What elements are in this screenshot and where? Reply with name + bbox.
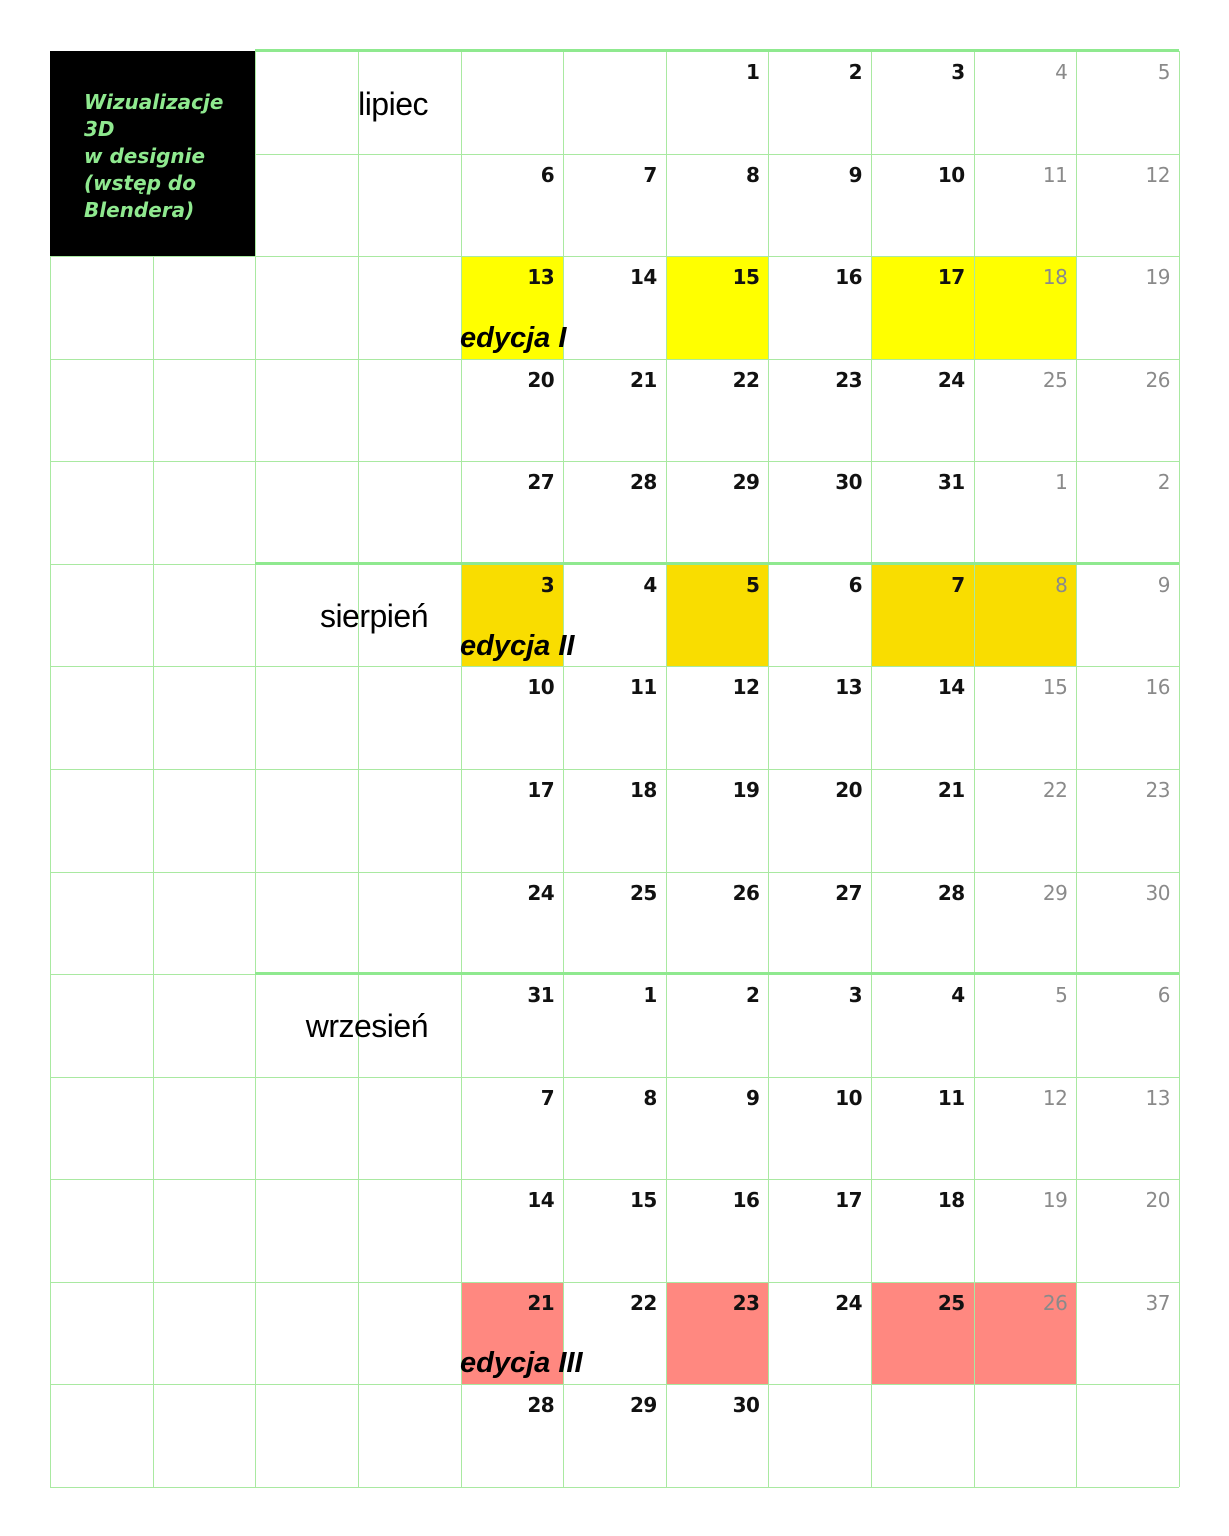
- month-divider: [255, 562, 1179, 565]
- day-number: 30: [1145, 880, 1170, 905]
- day-number: 1: [746, 60, 760, 84]
- day-number: 18: [1042, 265, 1068, 290]
- day-cell[interactable]: [974, 974, 1077, 1077]
- day-number: 21: [937, 778, 965, 802]
- day-number: 13: [835, 675, 863, 700]
- day-cell[interactable]: [974, 51, 1077, 154]
- day-cell[interactable]: [1076, 359, 1179, 462]
- day-cell[interactable]: [1076, 51, 1179, 154]
- day-number: 12: [1042, 1085, 1068, 1110]
- day-number: 4: [643, 572, 657, 597]
- day-number: 27: [835, 880, 863, 905]
- course-title-line: Blendera): [84, 198, 195, 222]
- day-number: 6: [1157, 983, 1170, 1008]
- day-cell[interactable]: [871, 1179, 974, 1282]
- day-number: 24: [527, 880, 555, 905]
- day-number: 17: [835, 1188, 863, 1213]
- day-cell[interactable]: [871, 1077, 974, 1180]
- day-cell[interactable]: [768, 564, 871, 667]
- day-cell[interactable]: [974, 154, 1077, 257]
- day-number: 30: [732, 1393, 760, 1418]
- day-cell[interactable]: [666, 666, 769, 769]
- day-number: 6: [540, 162, 555, 187]
- day-cell[interactable]: [563, 872, 666, 975]
- day-number: 15: [732, 265, 760, 290]
- day-number: 37: [1145, 1290, 1170, 1315]
- day-cell[interactable]: [1076, 1179, 1179, 1282]
- course-title-line: (wstęp do: [84, 171, 196, 195]
- day-number: 8: [1055, 572, 1068, 597]
- day-cell[interactable]: [563, 1077, 666, 1180]
- day-cell[interactable]: [563, 359, 666, 462]
- day-number: 26: [1042, 1290, 1068, 1315]
- day-cell[interactable]: [974, 1077, 1077, 1180]
- day-cell[interactable]: [666, 51, 769, 154]
- day-number: 28: [629, 470, 657, 495]
- day-cell[interactable]: [1076, 769, 1179, 872]
- day-cell[interactable]: [871, 974, 974, 1077]
- day-number: 30: [835, 470, 863, 495]
- day-cell[interactable]: [563, 666, 666, 769]
- day-number: 20: [1145, 1188, 1170, 1213]
- day-number: 25: [629, 880, 657, 905]
- day-number: 27: [527, 470, 555, 495]
- day-number: 23: [732, 1290, 760, 1315]
- day-cell[interactable]: [768, 974, 871, 1077]
- day-number: 12: [732, 675, 760, 700]
- day-cell[interactable]: [768, 461, 871, 564]
- day-number: 22: [1042, 778, 1068, 802]
- day-number: 29: [629, 1393, 657, 1418]
- grid-line-horizontal: [50, 1487, 1179, 1488]
- day-number: 19: [732, 778, 760, 802]
- day-number: 13: [527, 265, 555, 290]
- day-number: 20: [527, 367, 555, 392]
- day-cell[interactable]: [666, 154, 769, 257]
- edition-label-3: edycja III: [460, 1347, 583, 1379]
- day-cell[interactable]: [666, 256, 769, 359]
- day-number: 8: [746, 162, 760, 187]
- day-number: 21: [629, 367, 657, 392]
- day-number: 3: [951, 60, 965, 84]
- day-number: 29: [1042, 880, 1068, 905]
- day-cell[interactable]: [666, 359, 769, 462]
- course-title-line: 3D: [84, 117, 115, 141]
- day-number: 31: [937, 470, 965, 495]
- day-number: 7: [951, 572, 965, 597]
- course-title-line: Wizualizacje: [84, 90, 224, 114]
- day-cell[interactable]: [461, 1077, 564, 1180]
- day-cell[interactable]: [461, 154, 564, 257]
- day-number: 14: [629, 265, 657, 290]
- day-number: 18: [937, 1188, 965, 1213]
- day-cell[interactable]: [871, 769, 974, 872]
- day-cell[interactable]: [666, 1282, 769, 1385]
- calendar-grid: [50, 51, 1179, 1487]
- day-cell[interactable]: [974, 872, 1077, 975]
- day-number: 28: [527, 1393, 555, 1418]
- day-cell[interactable]: [666, 461, 769, 564]
- day-cell[interactable]: [666, 1077, 769, 1180]
- month-label-september: wrzesień: [305, 1008, 428, 1044]
- day-cell[interactable]: [768, 256, 871, 359]
- day-cell[interactable]: [768, 666, 871, 769]
- day-cell[interactable]: [461, 1179, 564, 1282]
- day-number: 23: [1145, 778, 1170, 802]
- day-cell[interactable]: [974, 461, 1077, 564]
- day-number: 7: [643, 162, 657, 187]
- day-number: 3: [848, 983, 863, 1008]
- course-title-line: w designie: [84, 144, 206, 168]
- day-cell[interactable]: [1076, 461, 1179, 564]
- day-number: 7: [540, 1085, 555, 1110]
- day-number: 10: [937, 162, 965, 187]
- day-cell[interactable]: [871, 1282, 974, 1385]
- course-title-box: [50, 51, 255, 256]
- day-cell[interactable]: [563, 769, 666, 872]
- day-cell[interactable]: [666, 564, 769, 667]
- month-divider: [255, 972, 1179, 975]
- day-cell[interactable]: [871, 872, 974, 975]
- day-number: 25: [937, 1290, 965, 1315]
- day-number: 2: [848, 60, 863, 84]
- day-cell[interactable]: [768, 1282, 871, 1385]
- day-cell[interactable]: [871, 256, 974, 359]
- day-cell[interactable]: [1076, 1077, 1179, 1180]
- day-cell[interactable]: [666, 1179, 769, 1282]
- day-cell[interactable]: [974, 769, 1077, 872]
- day-number: 11: [629, 675, 657, 700]
- day-number: 26: [1145, 367, 1170, 392]
- day-cell[interactable]: [563, 461, 666, 564]
- day-number: 25: [1042, 367, 1068, 392]
- day-number: 23: [835, 367, 863, 392]
- day-cell[interactable]: [768, 872, 871, 975]
- day-number: 2: [1157, 470, 1170, 495]
- day-number: 18: [629, 778, 657, 802]
- day-cell[interactable]: [461, 461, 564, 564]
- month-label-august: sierpień: [319, 598, 428, 634]
- day-number: 5: [746, 572, 760, 597]
- day-cell[interactable]: [768, 51, 871, 154]
- day-cell[interactable]: [768, 154, 871, 257]
- day-cell[interactable]: [461, 769, 564, 872]
- day-cell[interactable]: [1076, 872, 1179, 975]
- day-number: 17: [527, 778, 555, 802]
- day-cell[interactable]: [461, 872, 564, 975]
- day-cell[interactable]: [871, 666, 974, 769]
- day-cell[interactable]: [461, 1384, 564, 1487]
- day-number: 3: [540, 572, 555, 597]
- day-number: 10: [835, 1085, 863, 1110]
- day-number: 9: [746, 1085, 760, 1110]
- day-number: 24: [835, 1290, 863, 1315]
- day-number: 26: [732, 880, 760, 905]
- day-cell[interactable]: [768, 769, 871, 872]
- day-number: 16: [732, 1188, 760, 1213]
- day-cell[interactable]: [768, 1077, 871, 1180]
- day-cell[interactable]: [666, 974, 769, 1077]
- day-cell[interactable]: [974, 564, 1077, 667]
- day-cell[interactable]: [1076, 1282, 1179, 1385]
- day-number: 28: [937, 880, 965, 905]
- day-number: 13: [1145, 1085, 1170, 1110]
- day-cell[interactable]: [871, 461, 974, 564]
- day-cell[interactable]: [563, 1179, 666, 1282]
- day-cell[interactable]: [666, 769, 769, 872]
- grid-line-vertical: [1179, 51, 1180, 1487]
- day-number: 17: [937, 265, 965, 290]
- day-number: 2: [746, 983, 760, 1008]
- day-number: 4: [1055, 60, 1068, 84]
- day-number: 16: [835, 265, 863, 290]
- edition-label-1: edycja I: [460, 322, 567, 354]
- day-cell[interactable]: [768, 1179, 871, 1282]
- day-cell[interactable]: [1076, 154, 1179, 257]
- day-number: 8: [643, 1085, 657, 1110]
- day-number: 1: [643, 983, 657, 1008]
- day-cell[interactable]: [563, 256, 666, 359]
- day-number: 11: [937, 1085, 965, 1110]
- day-cell[interactable]: [974, 666, 1077, 769]
- day-number: 14: [527, 1188, 555, 1213]
- day-cell[interactable]: [974, 1179, 1077, 1282]
- day-number: 20: [835, 778, 863, 802]
- day-number: 15: [1042, 675, 1068, 700]
- day-number: 1: [1055, 470, 1068, 495]
- edition-label-2: edycja II: [460, 630, 575, 662]
- day-cell[interactable]: [461, 359, 564, 462]
- day-cell[interactable]: [1076, 564, 1179, 667]
- day-number: 22: [732, 367, 760, 392]
- day-number: 31: [527, 983, 555, 1008]
- day-number: 5: [1157, 60, 1170, 84]
- day-number: 21: [527, 1290, 555, 1315]
- day-cell[interactable]: [563, 564, 666, 667]
- day-cell[interactable]: [563, 1384, 666, 1487]
- day-cell[interactable]: [666, 872, 769, 975]
- day-number: 14: [937, 675, 965, 700]
- day-number: 22: [629, 1290, 657, 1315]
- day-number: 9: [848, 162, 863, 187]
- day-number: 19: [1042, 1188, 1068, 1213]
- month-label-july: lipiec: [358, 86, 428, 122]
- day-number: 15: [629, 1188, 657, 1213]
- day-cell[interactable]: [871, 51, 974, 154]
- day-number: 5: [1055, 983, 1068, 1008]
- day-number: 11: [1042, 162, 1068, 187]
- day-number: 19: [1145, 265, 1170, 290]
- top-border: [255, 49, 1179, 52]
- day-cell[interactable]: [666, 1384, 769, 1487]
- day-cell[interactable]: [563, 154, 666, 257]
- day-cell[interactable]: [768, 359, 871, 462]
- day-cell[interactable]: [871, 154, 974, 257]
- day-cell[interactable]: [1076, 256, 1179, 359]
- day-number: 9: [1157, 572, 1170, 597]
- day-cell[interactable]: [1076, 666, 1179, 769]
- day-number: 12: [1145, 162, 1170, 187]
- day-cell[interactable]: [461, 974, 564, 1077]
- day-number: 24: [937, 367, 965, 392]
- day-cell[interactable]: [563, 974, 666, 1077]
- day-cell[interactable]: [461, 666, 564, 769]
- day-cell[interactable]: [871, 359, 974, 462]
- day-number: 10: [527, 675, 555, 700]
- day-cell[interactable]: [871, 564, 974, 667]
- day-cell[interactable]: [1076, 974, 1179, 1077]
- day-cell[interactable]: [974, 256, 1077, 359]
- day-number: 6: [848, 572, 863, 597]
- day-cell[interactable]: [974, 359, 1077, 462]
- day-number: 16: [1145, 675, 1170, 700]
- day-number: 4: [951, 983, 965, 1008]
- day-number: 29: [732, 470, 760, 495]
- day-cell[interactable]: [974, 1282, 1077, 1385]
